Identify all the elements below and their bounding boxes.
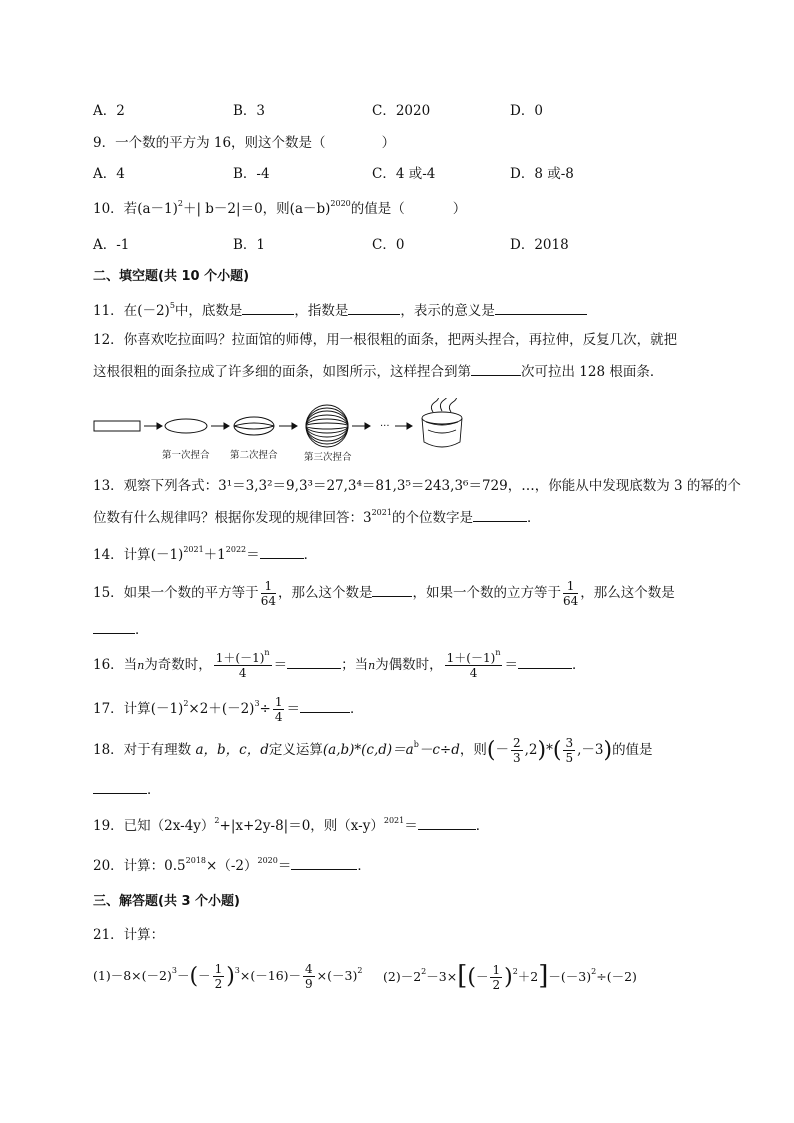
section-heading-fill-in: 二、填空题(共 10 个小题) <box>93 269 250 284</box>
q17-blank[interactable] <box>300 699 350 713</box>
q19-stem: 19．已知$(2x-4y)^2+|x+2y-8|=0$，则$(x-y)^{2021}=$ ． <box>93 816 490 834</box>
q10-option-c: C．0 <box>372 237 405 253</box>
arrow-icon <box>279 423 297 429</box>
section-heading-solve: 三、解答题(共 3 个小题) <box>93 894 240 909</box>
arrow-icon <box>395 423 412 429</box>
q11-blank-meaning[interactable] <box>495 301 587 315</box>
q14-stem: 14．计算$(-1)^{2021}+1^{2022}=$ ． <box>93 545 318 563</box>
q15-line1: 15．如果一个数的平方等于 $\frac{1}{64}$ ，那么这个数是 ，如果一个数的立方等于 $\frac{1}{64}$ ，那么这个数是 <box>93 579 675 608</box>
q20-blank[interactable] <box>291 856 357 870</box>
q16-blank-odd[interactable] <box>287 655 341 669</box>
q13-line2: 位数有什么规律吗？根据你发现的规律回答：$3^{2021}$的个位数字是 ． <box>93 508 541 526</box>
q11-blank-exponent[interactable] <box>348 301 400 315</box>
noodle-fold-3 <box>306 405 348 447</box>
q18-fraction-2: $\frac{3}{5}$ <box>565 736 574 765</box>
thick-noodle <box>94 421 140 431</box>
q9-stem: 9．一个数的平方为 16，则这个数是（ ） <box>93 135 396 151</box>
q8-option-b: B．3 <box>233 103 266 119</box>
q17-fraction: $\frac{1}{4}$ <box>274 695 283 724</box>
q8-option-c: C．2020 <box>372 103 431 119</box>
q15-line2: ． <box>93 620 149 639</box>
q15-blank-1[interactable] <box>372 583 412 597</box>
q15-fraction-1: $\frac{1}{64}$ <box>260 579 276 608</box>
q16-fraction-even: $\frac{1+(-1)^n}{4}$ <box>446 648 501 680</box>
q16-stem: 16．当n为奇数时， $\frac{1+(-1)^n}{4}$ ＝ ；当n为偶数时， $\frac{1+(-1)^n}{4}$ ＝ ． <box>93 648 586 680</box>
q21-part1-fraction-1: $\frac{1}{2}$ <box>214 962 223 991</box>
q9-option-b: B．-4 <box>233 166 270 182</box>
q15-blank-2[interactable] <box>93 620 135 634</box>
diagram-label-3: 第三次捏合 <box>304 452 352 463</box>
q21-part2: $(2)-2^2-3\times[(-$ $\frac{1}{2}$ )$^2+2]-(-3)^2\div(-2)$ <box>383 961 637 992</box>
q21-part1-fraction-2: $\frac{4}{9}$ <box>305 962 313 991</box>
q8-option-d: D．0 <box>510 103 543 119</box>
q18-blank[interactable] <box>93 780 147 794</box>
q12-line1: 12．你喜欢吃拉面吗？拉面馆的师傅，用一根很粗的面条，把两头捏合，再拉伸，反复几次，就把 <box>93 332 678 348</box>
q10-option-b: B．1 <box>233 237 266 253</box>
q10-option-a: A．-1 <box>93 237 130 253</box>
q8-option-a: A．2 <box>93 103 125 119</box>
q11-blank-base[interactable] <box>242 301 294 315</box>
q13-line1: 13．观察下列各式：3¹＝3,3²＝9,3³＝27,3⁴＝81,3⁵＝243,3⁶＝729，…，你能从中发现底数为 3 的幂的个 <box>93 478 741 494</box>
q15-fraction-2: $\frac{1}{64}$ <box>562 579 579 608</box>
ellipsis-dots: ··· <box>380 421 390 432</box>
q9-option-c: C．4 或-4 <box>372 166 436 182</box>
q20-stem: 20．计算：$0.5^{2018}\times(-2)^{2020}=$ ． <box>93 856 371 874</box>
q11-stem: 11．在$(-2)^5$中，底数是 ，指数是 ，表示的意义是 <box>93 301 587 320</box>
q18-fraction-1: $\frac{2}{3}$ <box>512 736 521 765</box>
q16-fraction-odd: $\frac{1+(-1)^n}{4}$ <box>215 648 270 680</box>
q14-blank[interactable] <box>260 545 304 559</box>
q9-option-a: A．4 <box>93 166 125 182</box>
q10-stem: 10．若$(a-1)^2+|$ b－2|＝0，则$(a-b)^{2020}$的值是（ ） <box>93 199 467 217</box>
arrow-icon <box>352 423 370 429</box>
q19-blank[interactable] <box>418 816 476 830</box>
q12-line2: 这根很粗的面条拉成了许多细的面条，如图所示，这样捏合到第 次可拉出 128 根面条． <box>93 364 664 380</box>
arrow-icon <box>211 423 229 429</box>
q21-part2-fraction: $\frac{1}{2}$ <box>492 963 501 992</box>
q21-title: 21．计算： <box>93 927 165 943</box>
noodle-diagram <box>90 398 480 466</box>
q12-blank[interactable] <box>471 362 521 376</box>
arrow-icon <box>144 423 162 429</box>
q18-line1: 18．对于有理数 a，b，c，d定义运算$(a,b)*(c,d)=a^b-c\div d$，则(－ $\frac{2}{3}$ ,2)*( $\frac{3}{5}$ ,－3)的值是 <box>93 736 653 765</box>
noodle-fold-2 <box>234 417 274 435</box>
q17-stem: 17．计算$(-1)^2\times 2+(-2)^3\div$ $\frac{1}{4}$ ＝ ． <box>93 695 364 724</box>
noodle-bowl-icon <box>422 398 462 447</box>
q21-part1: $(1)-8\times(-2)^3-(-$ $\frac{1}{2}$ )$^3$×(－16)－ $\frac{4}{9}$ $\times(-3)^2$ <box>93 962 363 991</box>
q9-option-d: D．8 或-8 <box>510 166 574 182</box>
q13-blank[interactable] <box>473 508 527 522</box>
q10-option-d: D．2018 <box>510 237 569 253</box>
diagram-label-2: 第二次捏合 <box>230 450 278 461</box>
noodle-fold-1 <box>165 419 207 433</box>
diagram-label-1: 第一次捏合 <box>162 450 210 461</box>
q18-line2: ． <box>93 780 161 799</box>
q16-blank-even[interactable] <box>518 655 572 669</box>
